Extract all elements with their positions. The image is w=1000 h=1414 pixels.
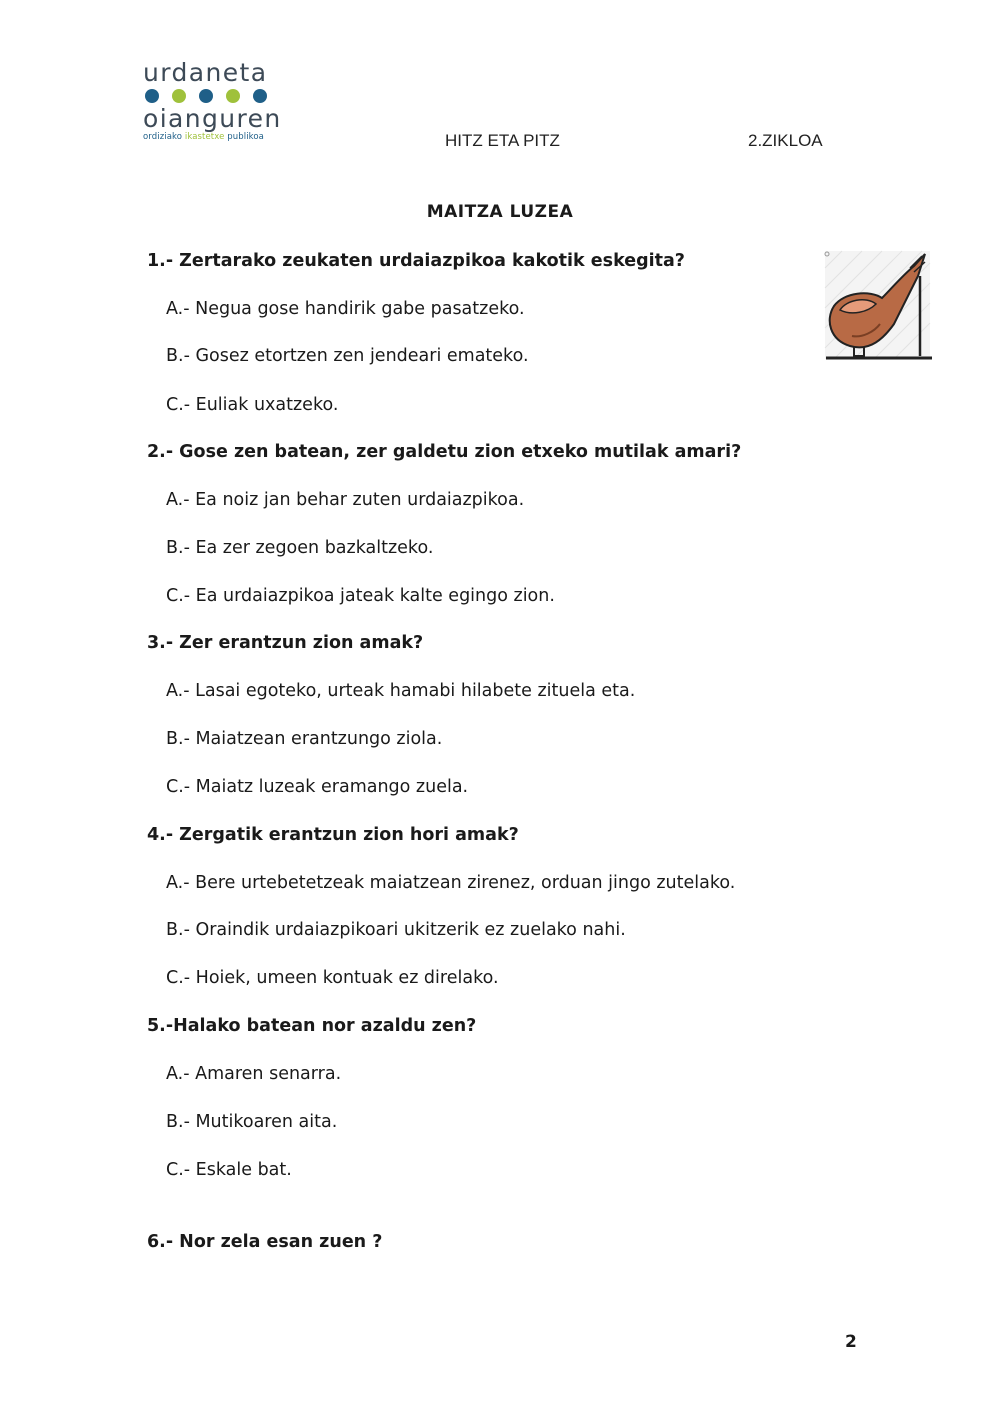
- question-4: 4.- Zergatik erantzun zion hori amak?: [147, 825, 519, 845]
- question-1-option-c: C.- Euliak uxatzeko.: [166, 395, 339, 415]
- question-3: 3.- Zer erantzun zion amak?: [147, 633, 424, 653]
- ham-on-stand-icon: [822, 248, 934, 364]
- question-3-option-b: B.- Maiatzean erantzungo ziola.: [166, 729, 443, 749]
- logo-dots: [145, 88, 283, 104]
- question-6: 6.- Nor zela esan zuen ?: [147, 1232, 383, 1252]
- logo-line2: oianguren: [143, 104, 282, 133]
- question-2: 2.- Gose zen batean, zer galdetu zion etxeko mutilak amari?: [147, 442, 742, 462]
- question-4-option-b: B.- Oraindik urdaiazpikoari ukitzerik ez zuelako nahi.: [166, 920, 626, 940]
- page-number: 2: [845, 1332, 857, 1352]
- logo-line1: urdaneta: [143, 58, 268, 87]
- logo-dot: [199, 89, 213, 103]
- question-1: 1.- Zertarako zeukaten urdaiazpikoa kakotik eskegita?: [147, 251, 685, 271]
- logo-dot: [226, 89, 240, 103]
- logo-dot: [172, 89, 186, 103]
- logo-sub-c: publikoa: [227, 132, 264, 142]
- logo-subtitle: [143, 132, 283, 142]
- question-2-option-c: C.- Ea urdaiazpikoa jateak kalte egingo zion.: [166, 586, 555, 606]
- question-5: 5.-Halako batean nor azaldu zen?: [147, 1016, 477, 1036]
- question-1-option-a: A.- Negua gose handirik gabe pasatzeko.: [166, 299, 525, 319]
- question-4-option-a: A.- Bere urtebetetzeak maiatzean zirenez, orduan jingo zutelako.: [166, 873, 736, 893]
- question-4-option-c: C.- Hoiek, umeen kontuak ez direlako.: [166, 968, 499, 988]
- logo-sub-b: ikastetxe: [184, 132, 225, 142]
- question-2-option-a: A.- Ea noiz jan behar zuten urdaiazpikoa.: [166, 490, 525, 510]
- header-right: 2.ZIKLOA: [748, 131, 823, 150]
- header-center: HITZ ETA PITZ: [445, 131, 560, 150]
- question-3-option-c: C.- Maiatz luzeak eramango zuela.: [166, 777, 469, 797]
- logo-dot: [253, 89, 267, 103]
- school-logo: [143, 60, 283, 142]
- logo-dot: [145, 89, 159, 103]
- question-5-option-a: A.- Amaren senarra.: [166, 1064, 342, 1084]
- question-5-option-b: B.- Mutikoaren aita.: [166, 1112, 338, 1132]
- logo-sub-a: ordiziako: [143, 132, 183, 142]
- question-2-option-b: B.- Ea zer zegoen bazkaltzeko.: [166, 538, 434, 558]
- question-1-option-b: B.- Gosez etortzen zen jendeari emateko.: [166, 346, 529, 366]
- question-5-option-c: C.- Eskale bat.: [166, 1160, 292, 1180]
- page-title: MAITZA LUZEA: [426, 202, 574, 222]
- question-3-option-a: A.- Lasai egoteko, urteak hamabi hilabete zituela eta.: [166, 681, 636, 701]
